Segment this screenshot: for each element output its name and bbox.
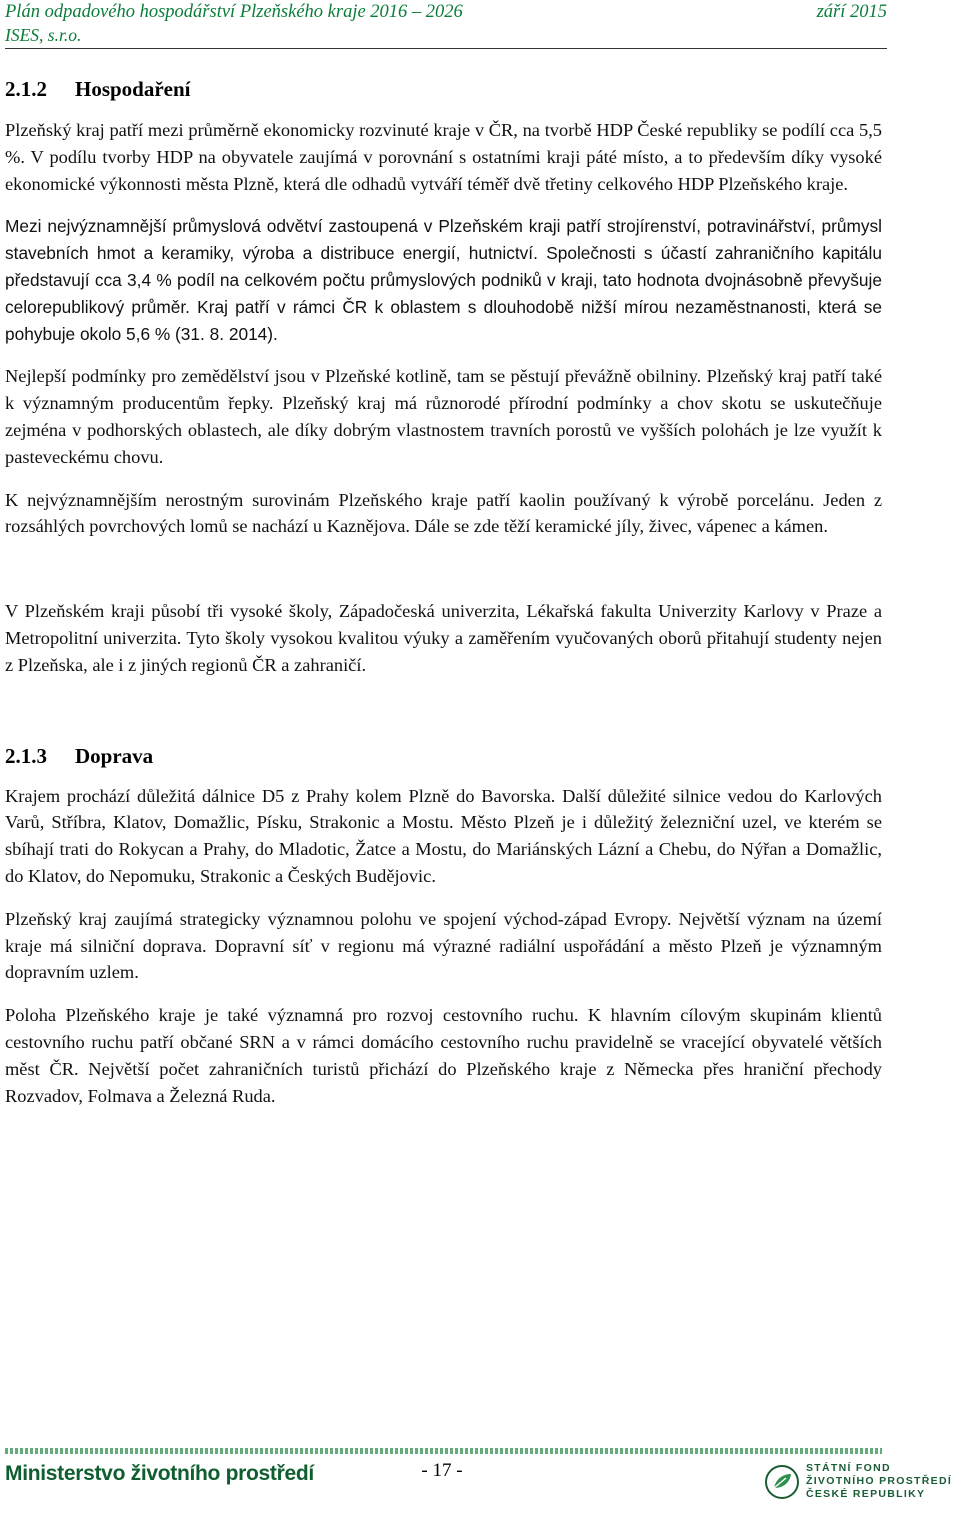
- paragraph: V Plzeňském kraji působí tři vysoké školy, Západočeská univerzita, Lékařská fakulta Univerzity Karlovy v Praze a Metropolitní univerzita. Tyto školy vysokou kvalitou výuky a zaměřením vyučovaných oborů přitahují studenty nejen z Plzeňska, ale i z jiných regionů ČR a zahraničí.: [5, 601, 882, 675]
- section-title: Doprava: [75, 743, 154, 768]
- page-footer: [0, 1448, 960, 1514]
- fund-logo-line: STÁTNÍ FOND: [806, 1462, 891, 1474]
- footer-divider: [5, 1448, 882, 1454]
- company-name: ISES, s.r.o.: [5, 25, 82, 45]
- section-number: 2.1.2: [5, 77, 47, 101]
- section-number: 2.1.3: [5, 743, 47, 768]
- document-title: Plán odpadového hospodářství Plzeňského kraje 2016 – 2026: [5, 2, 463, 22]
- paragraph: Poloha Plzeňského kraje je také významná pro rozvoj cestovního ruchu. K hlavním cílovým skupinám klientů cestovního ruchu patří občané SRN a v rámci domácího cestovního ruchu pravidelně se vracející obyvatelé větších měst ČR. Největší počet zahraničních turistů přichází do Plzeňského kraje z Německa přes hraniční přechody Rozvadov, Folmava a Železná Ruda.: [5, 1005, 882, 1106]
- fund-logo-text: [806, 1462, 952, 1501]
- paragraph: Nejlepší podmínky pro zemědělství jsou v Plzeňské kotlině, tam se pěstují převážně obilniny. Plzeňský kraj patří také k významným producentům řepky. Plzeňský kraj má různorodé přírodní podmínky a chov skotu se uskutečňuje zejména v podhorských oblastech, ale díky dobrým vlastnostem travních porostů ve vyšších polohách je lze využít k pasteveckému chovu.: [5, 366, 882, 467]
- ministry-logo: Ministerstvo životního prostředí: [5, 1462, 314, 1485]
- fund-emblem-icon: [764, 1464, 800, 1500]
- paragraph: Plzeňský kraj zaujímá strategicky významnou polohu ve spojení východ-západ Evropy. Největší význam na území kraje má silniční doprava. Dopravní síť v regionu má výrazné radiální uspořádání a město Plzeň je významným dopravním uzlem.: [5, 908, 882, 983]
- page-number: - 17 -: [421, 1460, 463, 1481]
- fund-logo-line: ČESKÉ REPUBLIKY: [806, 1488, 926, 1500]
- section-title: Hospodaření: [75, 77, 191, 101]
- paragraph: Mezi nejvýznamnější průmyslová odvětví zastoupená v Plzeňském kraji patří strojírenství, potravinářství, průmysl stavebních hmot a keramiky, výroba a distribuce energií, hutnictví. Společnosti s účastí zahraničního kapitálu představují cca 3,4 % podíl na celkovém počtu průmyslových podniků v kraji, tato hodnota dvojnásobně převyšuje celorepublikový průměr. Kraj patří v rámci ČR k oblastem s dlouhodobě nižší mírou nezaměstnanosti, která se pohybuje okolo 5,6 % (31. 8. 2014).: [5, 216, 882, 344]
- running-header: [5, 0, 887, 49]
- paragraph: Plzeňský kraj patří mezi průměrně ekonomicky rozvinuté kraje v ČR, na tvorbě HDP České republiky se podílí cca 5,5 %. V podílu tvorby HDP na obyvatele zaujímá v porovnání s ostatními kraji páté místo, a to především díky vysoké ekonomické výkonnosti města Plzně, která dle odhadů vytváří téměř dvě třetiny celkového HDP Plzeňského kraje.: [5, 120, 882, 194]
- fund-logo-line: ŽIVOTNÍHO PROSTŘEDÍ: [806, 1475, 953, 1487]
- paragraph: Krajem prochází důležitá dálnice D5 z Prahy kolem Plzně do Bavorska. Další důležité silnice vedou do Karlových Varů, Stříbra, Klatov, Domažlic, Písku, Strakonic a Mostu. Město Plzeň je i důležitý železniční uzel, ve kterém se sbíhají trati do Rokycan a Prahy, do Mladotic, Žatce a Mostu, do Mariánských Lázní a Chebu, do Nýřan a Domažlic, do Klatov, do Nepomuku, Strakonic a Českých Budějovic.: [5, 785, 882, 886]
- paragraph: K nejvýznamnějším nerostným surovinám Plzeňského kraje patří kaolin používaný k výrobě porcelánu. Jeden z rozsáhlých povrchových lomů se nachází u Kaznějova. Dále se zde těží keramické jíly, živec, vápenec a kámen.: [5, 489, 882, 537]
- page-content: [5, 74, 882, 1109]
- header-row: [5, 0, 887, 24]
- section-heading-hospodareni: [5, 74, 882, 104]
- state-environmental-fund-logo: [764, 1458, 954, 1508]
- section-heading-doprava: [5, 741, 882, 771]
- document-date: září 2015: [816, 2, 887, 22]
